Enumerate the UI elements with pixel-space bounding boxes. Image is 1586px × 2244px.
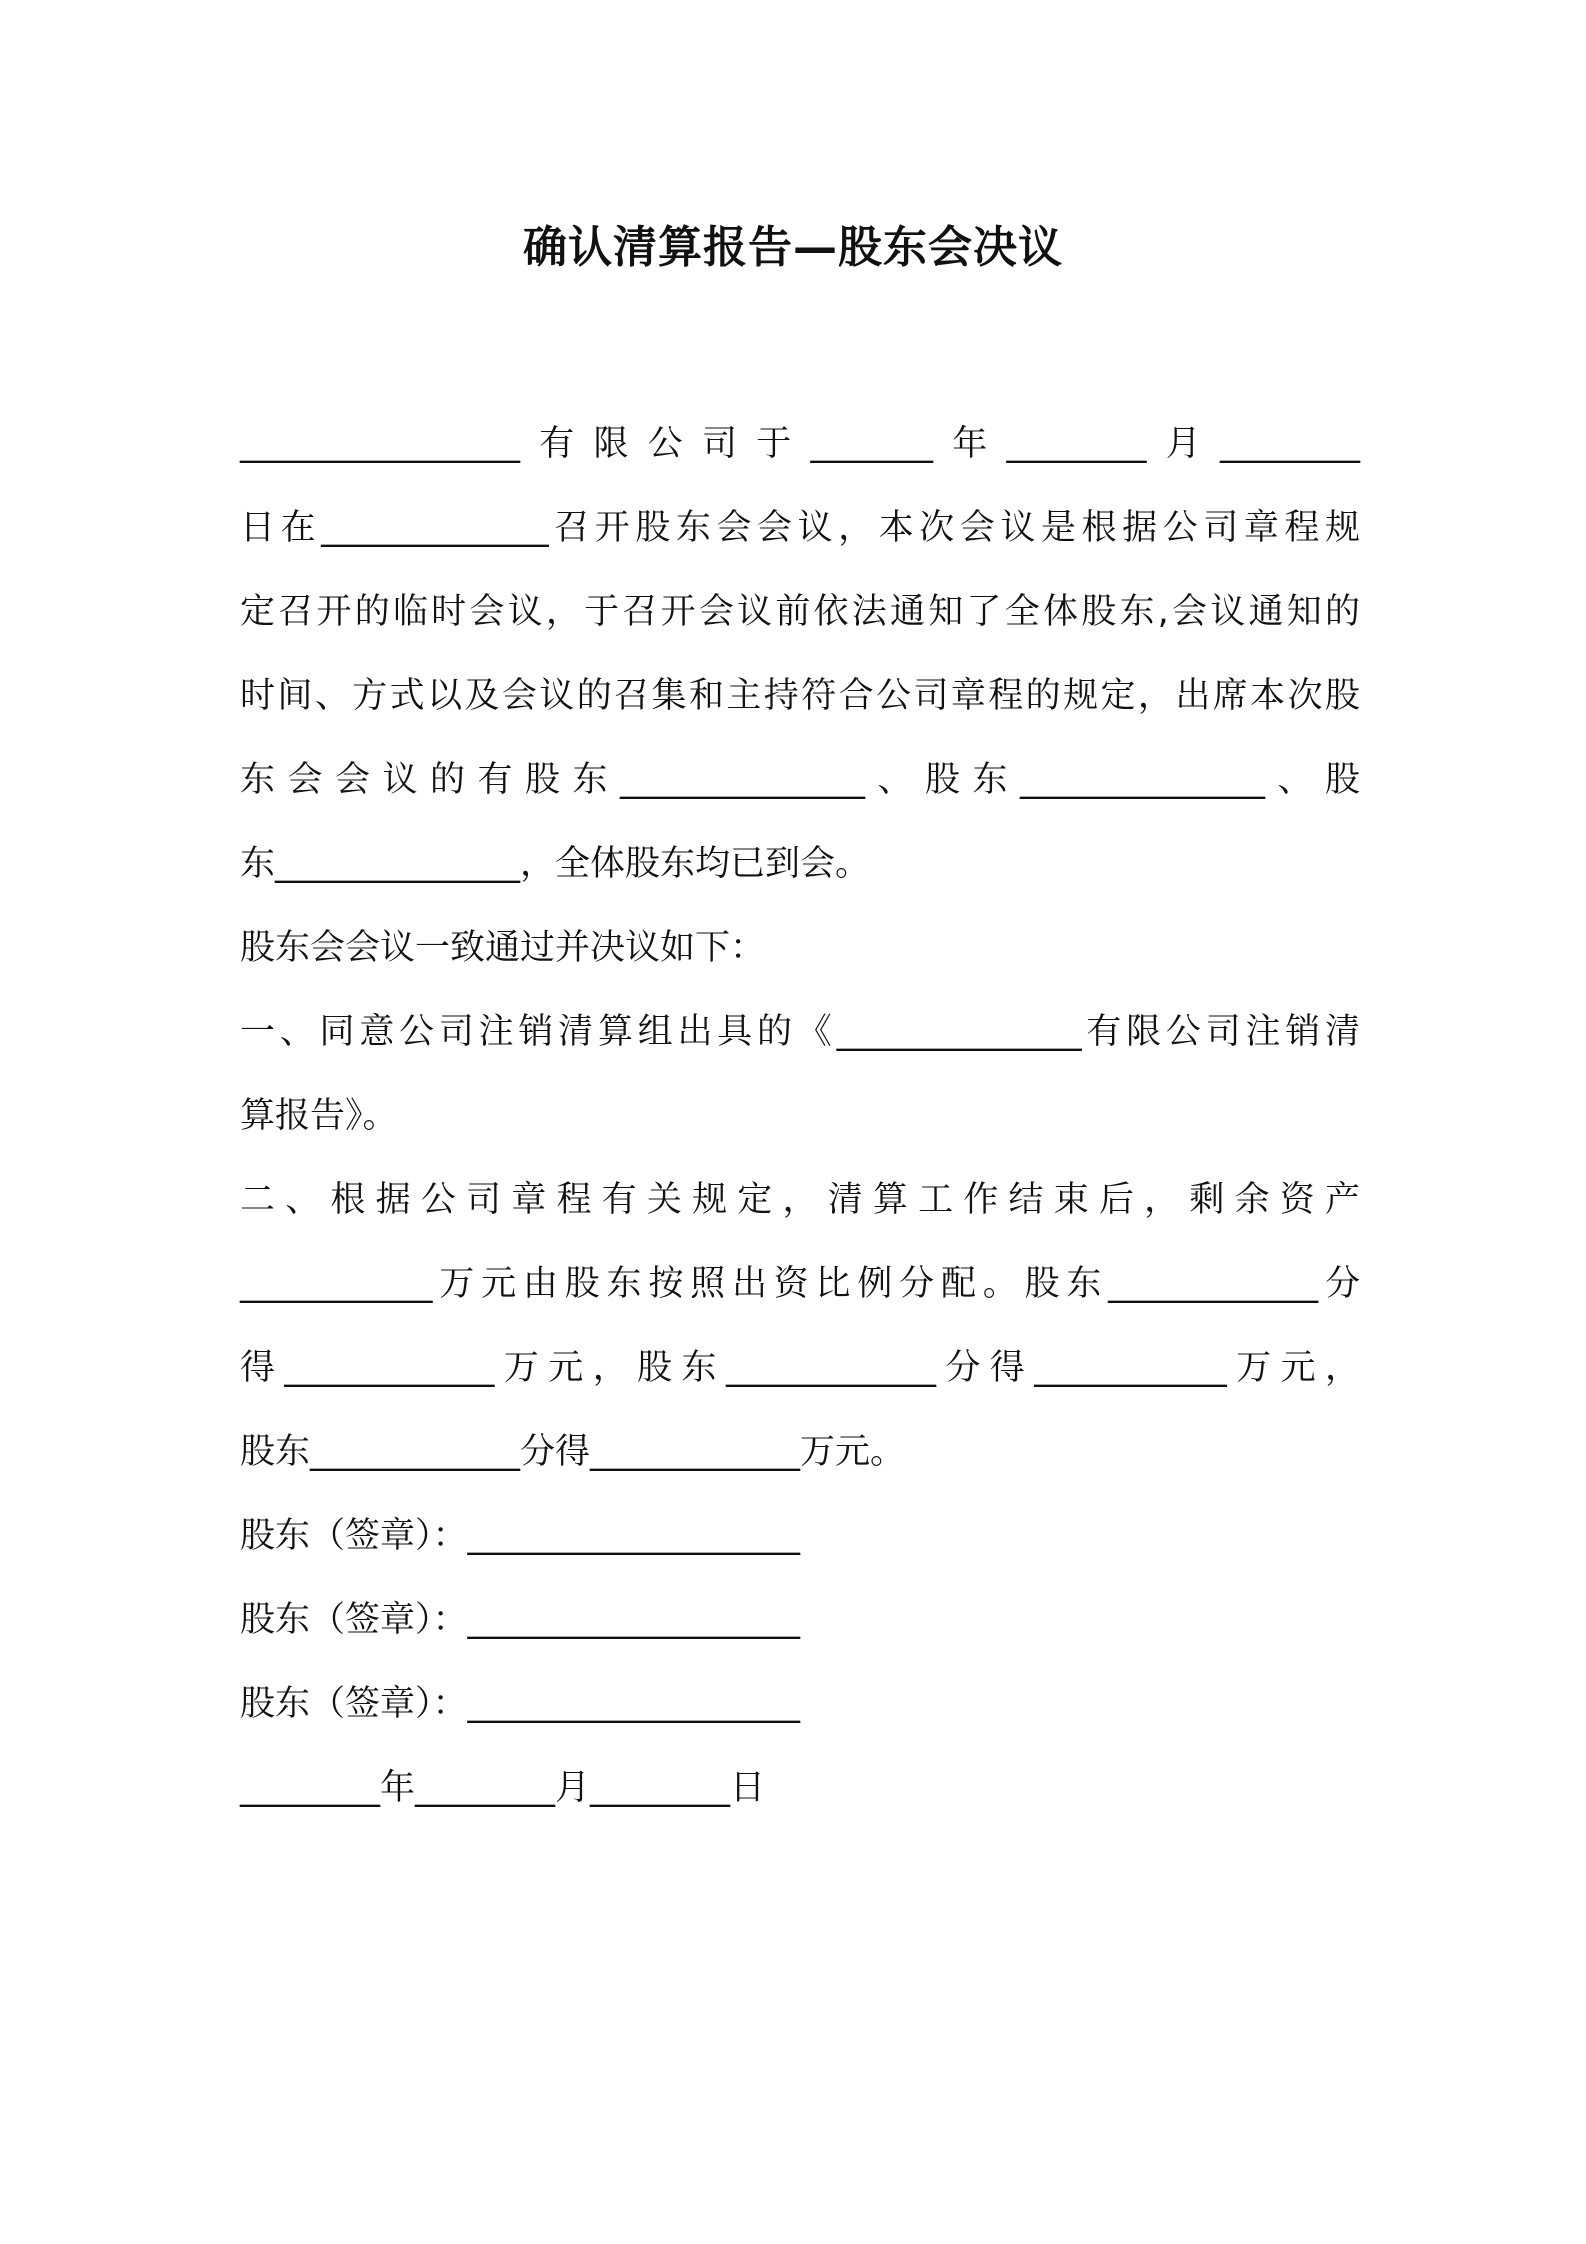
resolution-item-2-line-3: 得____________万元，股东____________分得___________万元， [240,1348,1360,1388]
paragraph-line-3: 定召开的临时会议，于召开会议前依法通知了全体股东,会议通知的 [240,592,1360,632]
resolution-item-1-line-2: 算报告》。 [240,1096,398,1136]
resolution-item-2-line-1: 二、根据公司章程有关规定，清算工作结束后，剩余资产 [240,1180,1360,1220]
document-title: 确认清算报告—股东会决议 [523,222,1063,273]
shareholder-signature-line-3: 股东（签章）：___________________ [240,1684,801,1724]
shareholder-signature-line-2: 股东（签章）：___________________ [240,1600,801,1640]
paragraph-line-2: 日在_____________召开股东会会议，本次会议是根据公司章程规 [240,508,1360,548]
paragraph-line-1: ________________有限公司于_______年________月________ [240,424,1360,464]
paragraph-line-6: 东______________，全体股东均已到会。 [240,844,871,884]
shareholder-signature-line-1: 股东（签章）：___________________ [240,1516,801,1556]
paragraph-line-4: 时间、方式以及会议的召集和主持符合公司章程的规定，出席本次股 [240,676,1360,716]
resolution-intro: 股东会会议一致通过并决议如下： [240,928,766,968]
date-line: ________年________月________日 [240,1768,766,1808]
resolution-item-2-line-4: 股东____________分得____________万元。 [240,1432,906,1472]
resolution-item-1-line-1: 一、同意公司注销清算组出具的《______________有限公司注销清 [240,1012,1360,1052]
resolution-item-2-line-2: ___________万元由股东按照出资比例分配。股东____________分 [240,1264,1360,1304]
paragraph-line-5: 东会会议的有股东______________、股东______________、股 [240,760,1360,800]
